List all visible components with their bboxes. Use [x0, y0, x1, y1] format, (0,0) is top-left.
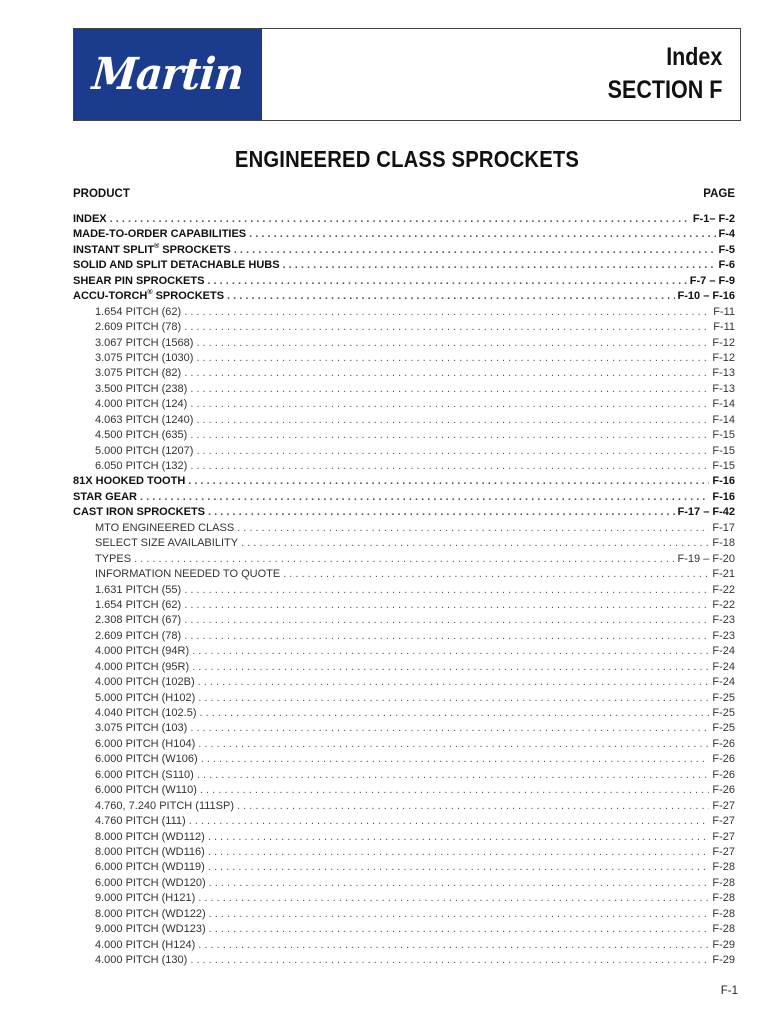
toc-subentry [73, 938, 735, 953]
entry-page: F-22 [712, 583, 735, 596]
entry-page: F-7 – F-9 [689, 274, 735, 287]
entry-label-text: 6.050 PITCH (132) [95, 460, 188, 472]
entry-label [95, 675, 195, 690]
entry-label-text: 5.000 PITCH (H102) [95, 691, 196, 704]
entry-page: F-11 [713, 321, 735, 334]
toc-subentry [73, 459, 735, 474]
entry-label [95, 737, 195, 752]
entry-page: F-21 [712, 568, 735, 581]
entry-page: F-13 [712, 382, 735, 395]
entry-label [95, 876, 206, 891]
entry-page: F-24 [712, 676, 735, 689]
toc-subentry [73, 922, 735, 937]
dot-leader [140, 490, 709, 505]
entry-page: F-28 [712, 892, 735, 905]
entry-page: F-17 [712, 521, 735, 534]
dot-leader [209, 907, 710, 922]
toc-subentry [73, 305, 735, 320]
dot-leader [190, 459, 709, 474]
entry-label-suffix: SPROCKETS [159, 243, 231, 256]
entry-page: F-12 [712, 351, 735, 364]
toc-subentry [73, 366, 735, 381]
toc-subentry [73, 891, 735, 906]
dot-leader [188, 474, 709, 489]
toc-subentry [73, 644, 735, 659]
entry-label [95, 598, 181, 613]
toc-entry [73, 490, 735, 505]
entry-page: F-25 [712, 707, 735, 719]
toc-subentry [73, 444, 735, 459]
entry-label-text: 81X HOOKED TOOTH [73, 475, 186, 488]
dot-leader [196, 351, 709, 366]
entry-page: F-26 [712, 784, 735, 797]
entry-page: F-1– F-2 [692, 213, 735, 225]
entry-label [95, 552, 131, 567]
toc-subentry [73, 351, 735, 366]
dot-leader [227, 289, 674, 304]
dot-leader [184, 598, 709, 613]
toc-entry [73, 289, 735, 304]
toc-subentry [73, 583, 735, 598]
entry-label [95, 721, 187, 736]
entry-page: F-17 – F-42 [677, 506, 735, 519]
entry-label-text: 4.760, 7.240 PITCH (111SP) [95, 799, 234, 812]
dot-leader [189, 814, 710, 829]
entry-label [95, 830, 205, 845]
entry-label-text: 9.000 PITCH (WD123) [95, 923, 206, 936]
toc-entry [73, 227, 735, 242]
entry-page: F-6 [718, 259, 735, 272]
entry-page: F-27 [712, 830, 735, 843]
entry-label-text: 6.000 PITCH (H104) [95, 737, 196, 750]
entry-label [95, 413, 193, 428]
entry-label [73, 474, 185, 489]
dot-leader [207, 274, 686, 289]
entry-page: F-28 [712, 923, 735, 936]
entry-label [95, 814, 186, 829]
entry-label [95, 320, 181, 335]
entry-page: F-15 [712, 429, 735, 442]
entry-label [95, 891, 195, 906]
dot-leader [190, 397, 709, 412]
entry-label-text: SOLID AND SPLIT DETACHABLE HUBS [73, 259, 280, 272]
entry-label [95, 351, 193, 366]
entry-page: F-15 [712, 460, 735, 472]
entry-page: F-23 [712, 614, 735, 627]
entry-label [95, 382, 187, 397]
entry-label-text: 2.609 PITCH (78) [95, 629, 182, 642]
entry-label-text: 6.000 PITCH (W110) [95, 784, 197, 797]
dot-leader [190, 382, 709, 397]
toc-entry [73, 474, 735, 489]
entry-page: F-28 [712, 907, 735, 920]
toc-subentry [73, 953, 735, 968]
toc-subentry [73, 613, 735, 628]
toc-subentry [73, 397, 735, 412]
entry-label [95, 459, 187, 474]
dot-leader [200, 783, 709, 798]
table-of-contents [73, 212, 735, 968]
entry-label-text: TYPES [95, 552, 132, 565]
toc-subentry [73, 660, 735, 675]
entry-label-text: INSTANT SPLIT [73, 243, 155, 256]
entry-page: F-19 – F-20 [677, 552, 735, 565]
dot-leader [283, 567, 709, 582]
entry-label [73, 505, 205, 520]
dot-leader [283, 258, 716, 273]
entry-label-text: 9.000 PITCH (H121) [95, 892, 196, 905]
entry-label [95, 366, 181, 381]
entry-label [95, 706, 197, 721]
toc-subentry [73, 799, 735, 814]
entry-label [95, 629, 181, 644]
entry-label [95, 336, 193, 351]
entry-label [73, 212, 107, 227]
index-heading: Index [665, 43, 722, 71]
dot-leader [190, 721, 709, 736]
entry-label-text: MTO ENGINEERED CLASS [95, 521, 235, 534]
dot-leader [190, 953, 709, 968]
entry-page: F-11 [713, 305, 735, 318]
entry-page: F-23 [712, 629, 735, 642]
dot-leader [209, 876, 710, 891]
toc-subentry [73, 783, 735, 798]
toc-subentry [73, 721, 735, 736]
dot-leader [192, 660, 709, 675]
entry-label-text: 6.000 PITCH (S110) [95, 768, 194, 781]
entry-label-text: 3.075 PITCH (1030) [95, 351, 194, 364]
dot-leader [184, 583, 709, 598]
entry-label-text: 4.040 PITCH (102.5) [95, 707, 197, 719]
entry-page: F-29 [712, 954, 735, 966]
document-title: ENGINEERED CLASS SPROCKETS [234, 146, 580, 172]
entry-label-text: 3.075 PITCH (103) [95, 722, 188, 735]
entry-label-text: ACCU-TORCH [73, 290, 148, 303]
entry-label-text: 6.000 PITCH (WD119) [95, 861, 205, 874]
dot-leader [198, 938, 709, 953]
dot-leader [134, 552, 674, 567]
entry-label-text: 2.609 PITCH (78) [95, 321, 182, 334]
toc-entry [73, 258, 735, 273]
dot-leader [196, 413, 709, 428]
dot-leader [198, 737, 709, 752]
entry-label-text: INDEX [73, 213, 107, 225]
entry-page: F-24 [712, 645, 735, 658]
toc-subentry [73, 567, 735, 582]
entry-page: F-16 [712, 475, 735, 488]
entry-label-text: 8.000 PITCH (WD112) [95, 830, 205, 843]
dot-leader [196, 444, 709, 459]
entry-label [95, 953, 187, 968]
dot-leader [184, 629, 709, 644]
dot-leader [201, 752, 710, 767]
toc-subentry [73, 845, 735, 860]
dot-leader [208, 830, 710, 845]
toc-subentry [73, 428, 735, 443]
dot-leader [184, 305, 710, 320]
toc-subentry [73, 691, 735, 706]
entry-label-text: 4.500 PITCH (635) [95, 429, 188, 442]
entry-label [95, 845, 205, 860]
registered-mark: ® [154, 242, 160, 250]
entry-page: F-29 [712, 938, 735, 951]
entry-label-text: 5.000 PITCH (1207) [95, 444, 194, 457]
toc-entry [73, 243, 735, 258]
entry-page: F-25 [712, 722, 735, 735]
entry-label-text: 4.000 PITCH (130) [95, 954, 188, 966]
entry-label-text: CAST IRON SPROCKETS [73, 506, 206, 519]
entry-label [95, 536, 238, 551]
toc-subentry [73, 336, 735, 351]
entry-label-text: 1.654 PITCH (62) [95, 305, 182, 318]
entry-label [95, 305, 181, 320]
entry-page: F-4 [718, 228, 735, 241]
toc-subentry [73, 706, 735, 721]
toc-subentry [73, 907, 735, 922]
dot-leader [198, 691, 709, 706]
dot-leader [184, 366, 709, 381]
dot-leader [241, 536, 709, 551]
dot-leader [198, 675, 710, 690]
entry-label [95, 922, 206, 937]
toc-subentry [73, 876, 735, 891]
entry-label [95, 660, 189, 675]
entry-label-text: 8.000 PITCH (WD116) [95, 845, 205, 858]
toc-entry [73, 212, 735, 227]
entry-label-text: INFORMATION NEEDED TO QUOTE [95, 568, 281, 581]
toc-subentry [73, 521, 735, 536]
dot-leader [234, 243, 716, 258]
entry-label-text: 3.500 PITCH (238) [95, 382, 188, 395]
dot-leader [184, 613, 709, 628]
entry-label-text: 1.631 PITCH (55) [95, 583, 182, 596]
dot-leader [237, 521, 709, 536]
toc-subentry [73, 752, 735, 767]
toc-entry [73, 505, 735, 520]
dot-leader [237, 799, 709, 814]
toc-subentry [73, 737, 735, 752]
product-column-header: PRODUCT [73, 188, 130, 200]
entry-page: F-15 [712, 444, 735, 457]
entry-label [95, 799, 234, 814]
dot-leader [197, 768, 710, 783]
toc-subentry [73, 536, 735, 551]
registered-mark: ® [147, 289, 153, 297]
toc-subentry [73, 598, 735, 613]
entry-page: F-14 [712, 398, 735, 411]
page-column-header: PAGE [703, 188, 735, 200]
entry-label-text: 3.067 PITCH (1568) [95, 336, 194, 349]
entry-label-text: 1.654 PITCH (62) [95, 598, 182, 611]
martin-logo [74, 29, 262, 120]
entry-label-text: 4.000 PITCH (102B) [95, 676, 195, 689]
entry-label [95, 397, 187, 412]
entry-label [95, 691, 195, 706]
page-number: F-1 [720, 985, 738, 997]
dot-leader [190, 428, 709, 443]
entry-page: F-27 [712, 845, 735, 858]
page-header [73, 28, 741, 121]
entry-label [95, 907, 206, 922]
entry-page: F-25 [712, 691, 735, 704]
entry-label [95, 583, 181, 598]
entry-label-text: 2.308 PITCH (67) [95, 614, 182, 627]
entry-page: F-28 [712, 861, 735, 874]
dot-leader [208, 845, 710, 860]
entry-page: F-18 [712, 537, 735, 550]
entry-label [95, 567, 280, 582]
entry-page: F-22 [712, 598, 735, 611]
entry-label [73, 258, 280, 273]
toc-subentry [73, 552, 735, 567]
toc-subentry [73, 382, 735, 397]
entry-page: F-26 [712, 753, 735, 766]
entry-label-text: 4.000 PITCH (124) [95, 398, 188, 411]
entry-label-text: 4.000 PITCH (H124) [95, 938, 196, 951]
entry-page: F-24 [712, 660, 735, 673]
entry-label [95, 444, 193, 459]
entry-label [95, 752, 198, 767]
entry-page: F-27 [712, 815, 735, 828]
dot-leader [208, 505, 675, 520]
dot-leader [200, 706, 710, 721]
entry-label-text: 8.000 PITCH (WD122) [95, 907, 206, 920]
entry-label-text: 4.000 PITCH (94R) [95, 645, 190, 658]
entry-page: F-12 [712, 336, 735, 349]
entry-label [95, 613, 181, 628]
entry-label-text: SELECT SIZE AVAILABILITY [95, 537, 239, 550]
entry-label-text: STAR GEAR [73, 490, 137, 503]
toc-subentry [73, 675, 735, 690]
entry-label [95, 783, 197, 798]
entry-label-text: MADE-TO-ORDER CAPABILITIES [73, 228, 247, 241]
entry-label-suffix: SPROCKETS [152, 290, 225, 303]
entry-label-text: 4.760 PITCH (111) [95, 815, 186, 828]
dot-leader [196, 336, 709, 351]
entry-label-text: 4.063 PITCH (1240) [95, 413, 194, 426]
entry-label-text: 4.000 PITCH (95R) [95, 660, 190, 673]
entry-label [73, 243, 231, 258]
entry-label [73, 289, 224, 304]
section-label: SECTION F [607, 76, 722, 104]
dot-leader [209, 922, 710, 937]
entry-label-text: 6.000 PITCH (W106) [95, 753, 198, 766]
entry-label [95, 428, 187, 443]
entry-page: F-27 [712, 799, 735, 812]
section-heading [589, 41, 722, 107]
entry-label-text: 6.000 PITCH (WD120) [95, 876, 206, 889]
entry-label [73, 227, 246, 242]
entry-label-text: SHEAR PIN SPROCKETS [73, 274, 205, 287]
entry-label [95, 938, 195, 953]
toc-subentry [73, 413, 735, 428]
dot-leader [184, 320, 710, 335]
entry-label [95, 521, 234, 536]
toc-entry [73, 274, 735, 289]
toc-subentry [73, 320, 735, 335]
entry-page: F-16 [712, 490, 735, 503]
entry-page: F-28 [712, 876, 735, 889]
toc-subentry [73, 629, 735, 644]
entry-label-text: 3.075 PITCH (82) [95, 367, 182, 380]
entry-label [95, 644, 189, 659]
dot-leader [198, 891, 709, 906]
toc-subentry [73, 830, 735, 845]
dot-leader [110, 212, 690, 227]
entry-page: F-10 – F-16 [677, 290, 735, 303]
entry-page: F-26 [712, 768, 735, 781]
toc-subentry [73, 768, 735, 783]
dot-leader [249, 227, 715, 242]
entry-label [73, 274, 204, 289]
dot-leader [192, 644, 709, 659]
entry-page: F-5 [718, 243, 735, 256]
logo-wordmark: Martin [90, 49, 246, 100]
toc-subentry [73, 814, 735, 829]
dot-leader [208, 860, 710, 875]
entry-label [95, 768, 194, 783]
entry-page: F-13 [712, 367, 735, 380]
entry-page: F-26 [712, 737, 735, 750]
entry-page: F-14 [712, 413, 735, 426]
toc-subentry [73, 860, 735, 875]
entry-label [95, 860, 205, 875]
entry-label [73, 490, 137, 505]
